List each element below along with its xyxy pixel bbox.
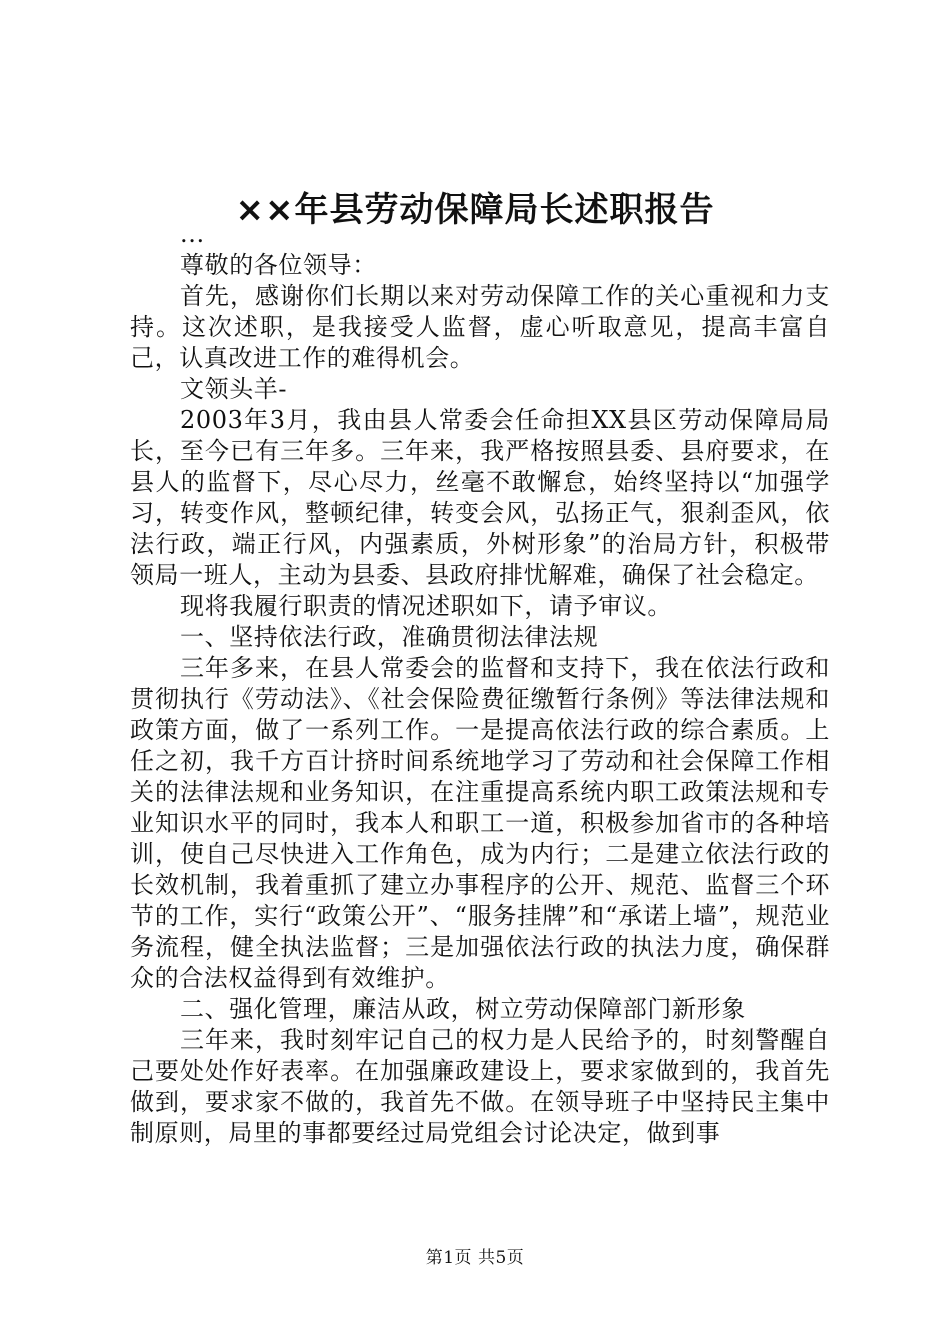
page-number-footer: 第1页 共5页 [425,1248,525,1268]
paragraph: 2003年3月，我由县人常委会任命担XX县区劳动保障局局长，至今已有三年多。三年来，我严格按照县委、县府要求，在县人的监督下，尽心尽力，丝毫不敢懈怠，始终坚持以“加强学习，转变作风，整顿纪律，转变会风，弘扬正气，狠刹歪风，依法行政，端正行风，内强素质，外树形象”的治局方针，积极带领局一班人，主动为县委、县政府排忧解难，确保了社会稳定。 [130,406,830,589]
paragraph: 三年来，我时刻牢记自己的权力是人民给予的，时刻警醒自己要处处作好表率。在加强廉政建设上，要求家做到的，我首先做到，要求家不做的，我首先不做。在领导班子中坚持民主集中制原则，局里的事都要经过局党组会讨论决定，做到事 [130,1026,830,1147]
document-title: ××年县劳动保障局长述职报告 [235,190,715,230]
document-body [130,218,830,1149]
section-heading: 一、坚持依法行政，准确贯彻法律法规 [180,623,599,651]
paragraph: 现将我履行职责的情况述职如下，请予审议。 [180,592,672,620]
paragraph: 首先，感谢你们长期以来对劳动保障工作的关心重视和力支持。这次述职，是我接受人监督，虚心听取意见，提高丰富自己，认真改进工作的难得机会。 [130,282,830,372]
ellipsis-line: ... [180,220,205,248]
paragraph: 文领头羊- [180,375,288,403]
paragraph: 三年多来，在县人常委会的监督和支持下，我在依法行政和贯彻执行《劳动法》、《社会保险费征缴暂行条例》等法律法规和政策方面，做了一系列工作。一是提高依法行政的综合素质。上任之初，我千方百计挤时间系统地学习了劳动和社会保障工作相关的法律法规和业务知识，在注重提高系统内职工政策法规和专业知识水平的同时，我本人和职工一道，积极参加省市的各种培训，使自己尽快进入工作角色，成为内行；二是建立依法行政的长效机制，我着重抓了建立办事程序的公开、规范、监督三个环节的工作，实行“政策公开”、“服务挂牌”和“承诺上墙”，规范业务流程，健全执法监督；三是加强依法行政的执法力度，确保群众的合法权益得到有效维护。 [130,654,830,992]
section-heading: 二、强化管理，廉洁从政，树立劳动保障部门新形象 [180,995,746,1023]
salutation: 尊敬的各位领导： [180,251,377,279]
